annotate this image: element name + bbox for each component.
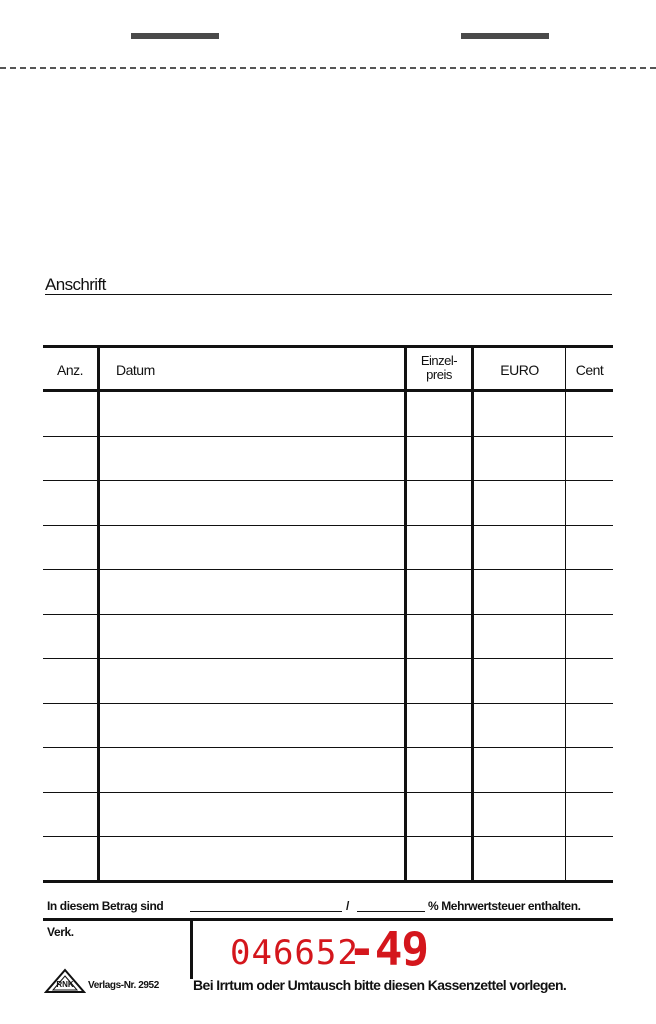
- table-row[interactable]: [43, 792, 613, 837]
- table-row[interactable]: [43, 436, 613, 481]
- tab-mark-right: [461, 33, 549, 39]
- tab-mark-left: [131, 33, 219, 39]
- header-euro: EURO: [500, 362, 539, 378]
- table-row[interactable]: [43, 836, 613, 881]
- publisher-number: Verlags-Nr. 2952: [88, 980, 159, 991]
- serial-number-main: 046652: [230, 933, 359, 973]
- table-row[interactable]: [43, 525, 613, 570]
- vat-prefix: In diesem Betrag sind: [47, 899, 164, 913]
- table-row[interactable]: [43, 747, 613, 792]
- address-label: Anschrift: [45, 275, 106, 294]
- footer-top-border: [43, 918, 613, 921]
- header-unit-price: [407, 354, 471, 382]
- serial-number-suffix: -49: [348, 922, 429, 976]
- header-qty: Anz.: [56, 362, 83, 378]
- seller-label: Verk.: [47, 925, 74, 939]
- address-line[interactable]: [45, 294, 612, 295]
- table-row[interactable]: [43, 391, 613, 436]
- vat-suffix: % Mehrwertsteuer enthalten.: [428, 899, 581, 913]
- footer-divider: [190, 919, 193, 979]
- vat-separator: /: [346, 899, 349, 913]
- table-row[interactable]: [43, 480, 613, 525]
- header-date: Datum: [116, 362, 155, 378]
- table-top-border: [43, 345, 613, 348]
- publisher-logo-icon: [44, 968, 86, 994]
- exchange-notice: Bei Irrtum oder Umtausch bitte diesen Kassenzettel vorlegen.: [193, 977, 567, 993]
- svg-text:RNK: RNK: [56, 980, 74, 989]
- table-row[interactable]: [43, 658, 613, 703]
- perforation-line: [0, 67, 656, 69]
- header-cent: Cent: [575, 362, 604, 378]
- table-row[interactable]: [43, 703, 613, 748]
- header-unit-price-line1: Einzel-: [420, 353, 458, 368]
- table-row[interactable]: [43, 614, 613, 659]
- vat-percent-field[interactable]: [357, 911, 425, 912]
- header-unit-price-line2: preis: [426, 367, 452, 382]
- vat-amount-field[interactable]: [190, 911, 342, 912]
- table-row[interactable]: [43, 569, 613, 614]
